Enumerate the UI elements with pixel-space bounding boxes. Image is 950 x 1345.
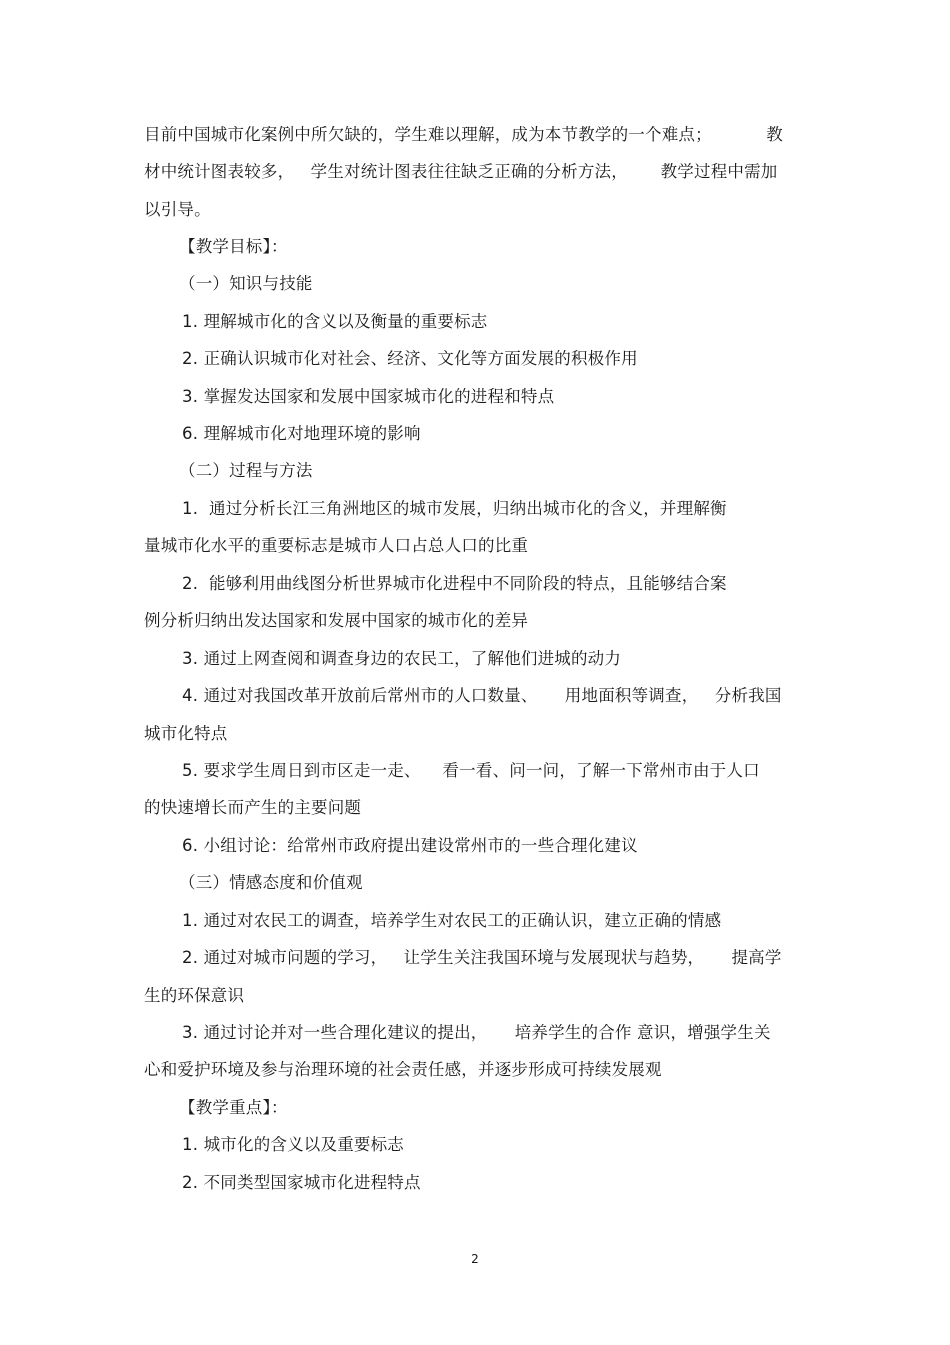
- list-item: 2. 能够利用曲线图分析世界城市化进程中不同阶段的特点，且能够结合案: [182, 574, 727, 593]
- section-heading: 【教学重点】：: [179, 1098, 288, 1117]
- list-item: 1. 理解城市化的含义以及衡量的重要标志: [182, 312, 488, 331]
- text-line: 的快速增长而产生的主要问题: [144, 798, 362, 817]
- subsection-heading: （三）情感态度和价值观: [179, 873, 363, 892]
- text-line: 量城市化水平的重要标志是城市人口占总人口的比重: [144, 536, 529, 555]
- list-item: 2. 正确认识城市化对社会、经济、文化等方面发展的积极作用: [182, 349, 638, 368]
- subsection-heading: （二）过程与方法: [179, 461, 313, 480]
- list-item: 4. 通过对我国改革开放前后常州市的人口数量、 用地面积等调查， 分析我国: [182, 686, 782, 705]
- list-item: 1. 城市化的含义以及重要标志: [182, 1135, 404, 1154]
- list-item: 3. 通过上网查阅和调查身边的农民工，了解他们进城的动力: [182, 649, 622, 668]
- text-line: 材中统计图表较多， 学生对统计图表往往缺乏正确的分析方法， 教学过程中需加: [144, 162, 778, 181]
- list-item: 3. 通过讨论并对一些合理化建议的提出， 培养学生的合作 意识，增强学生关: [182, 1023, 771, 1042]
- list-item: 3. 掌握发达国家和发展中国家城市化的进程和特点: [182, 387, 555, 406]
- text-line: 生的环保意识: [144, 986, 245, 1005]
- list-item: 2. 不同类型国家城市化进程特点: [182, 1173, 421, 1192]
- subsection-heading: （一）知识与技能: [179, 274, 313, 293]
- list-item: 1. 通过分析长江三角洲地区的城市发展，归纳出城市化的含义，并理解衡: [182, 499, 727, 518]
- list-item: 5. 要求学生周日到市区走一走、 看一看、问一问，了解一下常州市由于人口: [182, 761, 760, 780]
- text-line: 以引导。: [144, 200, 211, 219]
- text-line: 心和爱护环境及参与治理环境的社会责任感，并逐步形成可持续发展观: [144, 1060, 662, 1079]
- list-item: 2. 通过对城市问题的学习， 让学生关注我国环境与发展现状与趋势， 提高学: [182, 948, 782, 967]
- text-line: 例分析归纳出发达国家和发展中国家的城市化的差异: [144, 611, 529, 630]
- list-item: 6. 理解城市化对地理环境的影响: [182, 424, 421, 443]
- page-number: 2: [471, 1252, 479, 1266]
- list-item: 1. 通过对农民工的调查，培养学生对农民工的正确认识，建立正确的情感: [182, 911, 722, 930]
- text-line: 城市化特点: [144, 724, 228, 743]
- text-line: 目前中国城市化案例中所欠缺的，学生难以理解，成为本节教学的一个难点； 教: [144, 125, 783, 144]
- list-item: 6. 小组讨论：给常州市政府提出建设常州市的一些合理化建议: [182, 836, 638, 855]
- section-heading: 【教学目标】：: [179, 237, 288, 256]
